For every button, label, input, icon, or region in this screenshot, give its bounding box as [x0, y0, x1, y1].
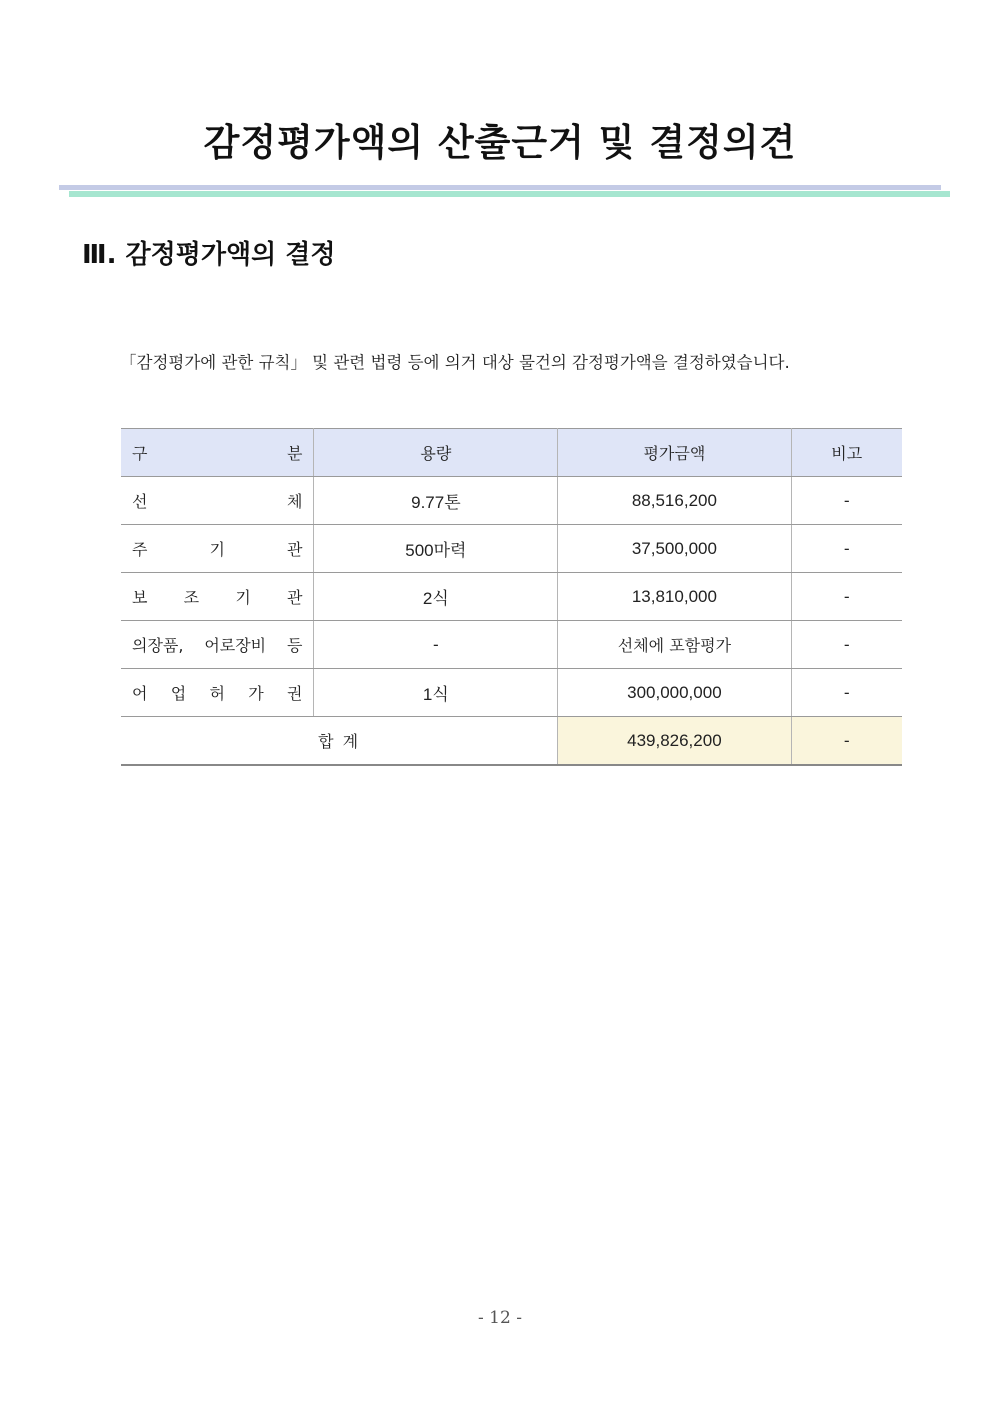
page-title: 감정평가액의 산출근거 및 결정의견	[203, 121, 797, 164]
row-remarks: -	[791, 621, 902, 669]
appraisal-table	[121, 428, 902, 766]
category-char: 업	[170, 684, 187, 703]
row-capacity: -	[314, 621, 558, 669]
row-amount: 37,500,000	[558, 525, 791, 573]
category-char: 관	[286, 588, 303, 607]
total-amount: 439,826,200	[558, 717, 791, 766]
row-capacity: 9.77톤	[314, 477, 558, 525]
category-char: 가	[248, 684, 264, 703]
row-remarks: -	[791, 573, 902, 621]
row-amount: 선체에 포함평가	[558, 621, 791, 669]
row-amount: 300,000,000	[558, 669, 791, 717]
row-remarks: -	[791, 477, 902, 525]
title-underline-bottom	[69, 191, 950, 197]
category-char: 기	[209, 540, 225, 559]
header-amount: 평가금액	[558, 429, 791, 477]
table-row	[121, 573, 902, 621]
table-row	[121, 669, 902, 717]
header-category-char: 구	[132, 444, 148, 463]
header-category	[121, 429, 314, 477]
header-remarks: 비고	[791, 429, 902, 477]
category-char: 허	[209, 684, 225, 703]
category-char: 보	[132, 588, 148, 607]
row-category	[121, 669, 314, 717]
category-char: 등	[286, 636, 303, 655]
category-char: 조	[183, 588, 200, 607]
table-total-row	[121, 717, 902, 766]
header-category-char: 분	[287, 444, 303, 463]
page-number: - 12 -	[478, 1308, 522, 1328]
row-amount: 13,810,000	[558, 573, 791, 621]
row-remarks: -	[791, 525, 902, 573]
section-heading: Ⅲ. 감정평가액의 결정	[82, 240, 336, 270]
table-row	[121, 621, 902, 669]
row-category	[121, 477, 314, 525]
table-row	[121, 477, 902, 525]
total-label: 합 계	[121, 717, 558, 766]
category-char: 기	[235, 588, 251, 607]
header-capacity: 용량	[314, 429, 558, 477]
category-char: 관	[287, 540, 303, 559]
row-capacity: 2식	[314, 573, 558, 621]
category-char: 체	[287, 492, 303, 511]
row-category	[121, 525, 314, 573]
row-category	[121, 621, 314, 669]
intro-paragraph: 「감정평가에 관한 규칙」 및 관련 법령 등에 의거 대상 물건의 감정평가액을 결정하였습니다.	[120, 353, 790, 372]
title-underline-top	[59, 185, 941, 190]
row-category	[121, 573, 314, 621]
category-char: 어	[132, 684, 148, 703]
category-char: 선	[132, 492, 148, 511]
total-remarks: -	[791, 717, 902, 766]
table-header-row	[121, 429, 902, 477]
category-char: 의장품,	[132, 636, 184, 655]
category-char: 어로장비	[204, 636, 267, 655]
category-char: 주	[132, 540, 148, 559]
row-amount: 88,516,200	[558, 477, 791, 525]
category-char: 권	[287, 684, 303, 703]
row-capacity: 1식	[314, 669, 558, 717]
table-row	[121, 525, 902, 573]
row-capacity: 500마력	[314, 525, 558, 573]
row-remarks: -	[791, 669, 902, 717]
